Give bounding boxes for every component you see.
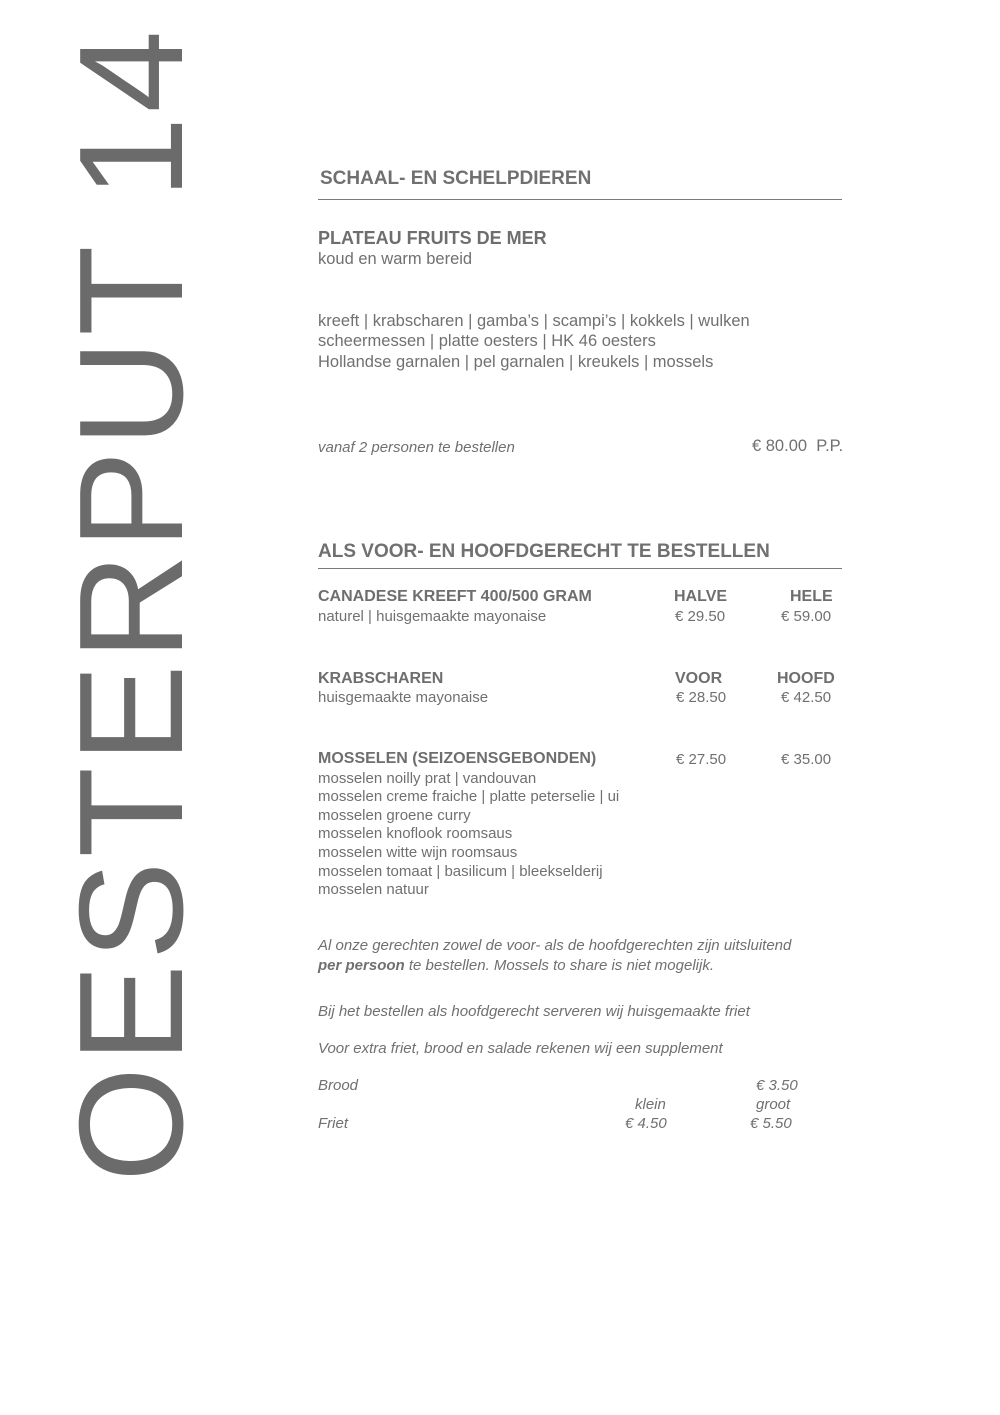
mussel-variant: mosselen tomaat | basilicum | bleekselderij — [318, 863, 603, 880]
supplement-label-fries: Friet — [318, 1115, 348, 1132]
section-divider — [318, 568, 842, 569]
note-text: te bestellen. Mossels to share is niet mogelijk. — [404, 957, 714, 974]
note-per-person — [318, 936, 791, 976]
item-subtitle-plateau: koud en warm bereid — [318, 250, 473, 268]
supplement-price-bread: € 3.50 — [756, 1077, 798, 1094]
brand-title: OESTERPUT 14 — [49, 26, 214, 1182]
supplement-size-small: klein — [635, 1096, 666, 1113]
mussel-variant: mosselen creme fraiche | platte peterselie | ui — [318, 788, 620, 805]
plateau-order-note: vanaf 2 personen te bestellen — [318, 439, 515, 456]
column-header-voor: VOOR — [675, 670, 723, 687]
price-mussels-starter: € 27.50 — [676, 751, 727, 768]
price-mussels-main: € 35.00 — [781, 751, 832, 768]
plateau-contents-line: Hollandse garnalen | pel garnalen | kreukels | mossels — [318, 353, 714, 371]
item-title-mussels: MOSSELEN (SEIZOENSGEBONDEN) — [318, 750, 597, 767]
price-crab-main: € 42.50 — [781, 689, 832, 706]
price-lobster-half: € 29.50 — [675, 608, 726, 625]
column-header-hele: HELE — [790, 588, 833, 605]
item-title-plateau: PLATEAU FRUITS DE MER — [318, 228, 547, 248]
item-description-crab-claws: huisgemaakte mayonaise — [318, 689, 489, 706]
section-title-shellfish: SCHAAL- EN SCHELPDIEREN — [320, 168, 592, 189]
mussel-variant: mosselen groene curry — [318, 807, 471, 824]
supplement-price-fries-large: € 5.50 — [750, 1115, 792, 1132]
note-supplement: Voor extra friet, brood en salade rekenen wij een supplement — [318, 1040, 723, 1057]
plateau-price: € 80.00 P.P. — [752, 437, 844, 455]
plateau-contents-line: scheermessen | platte oesters | HK 46 oesters — [318, 332, 656, 350]
item-description-lobster: naturel | huisgemaakte mayonaise — [318, 608, 547, 625]
plateau-contents-line: kreeft | krabscharen | gamba’s | scampi’s | kokkels | wulken — [318, 312, 750, 330]
mussel-variant: mosselen noilly prat | vandouvan — [318, 770, 537, 787]
note-text: Al onze gerechten zowel de voor- als de hoofdgerechten zijn uitsluitend — [318, 937, 792, 954]
price-crab-starter: € 28.50 — [676, 689, 727, 706]
mussel-variant: mosselen natuur — [318, 881, 429, 898]
note-fries: Bij het bestellen als hoofdgerecht serveren wij huisgemaakte friet — [318, 1003, 750, 1020]
note-emphasis: per persoon — [318, 957, 405, 974]
section-title-dishes: ALS VOOR- EN HOOFDGERECHT TE BESTELLEN — [318, 541, 770, 562]
item-title-lobster: CANADESE KREEFT 400/500 GRAM — [318, 588, 592, 605]
price-lobster-whole: € 59.00 — [781, 608, 832, 625]
section-divider — [318, 199, 842, 200]
supplement-size-large: groot — [756, 1096, 791, 1113]
supplement-label-bread: Brood — [318, 1077, 359, 1094]
column-header-hoofd: HOOFD — [777, 670, 835, 687]
supplement-price-fries-small: € 4.50 — [625, 1115, 667, 1132]
column-header-halve: HALVE — [674, 588, 728, 605]
mussel-variant: mosselen knoflook roomsaus — [318, 825, 513, 842]
mussel-variant: mosselen witte wijn roomsaus — [318, 844, 518, 861]
item-title-crab-claws: KRABSCHAREN — [318, 670, 444, 687]
